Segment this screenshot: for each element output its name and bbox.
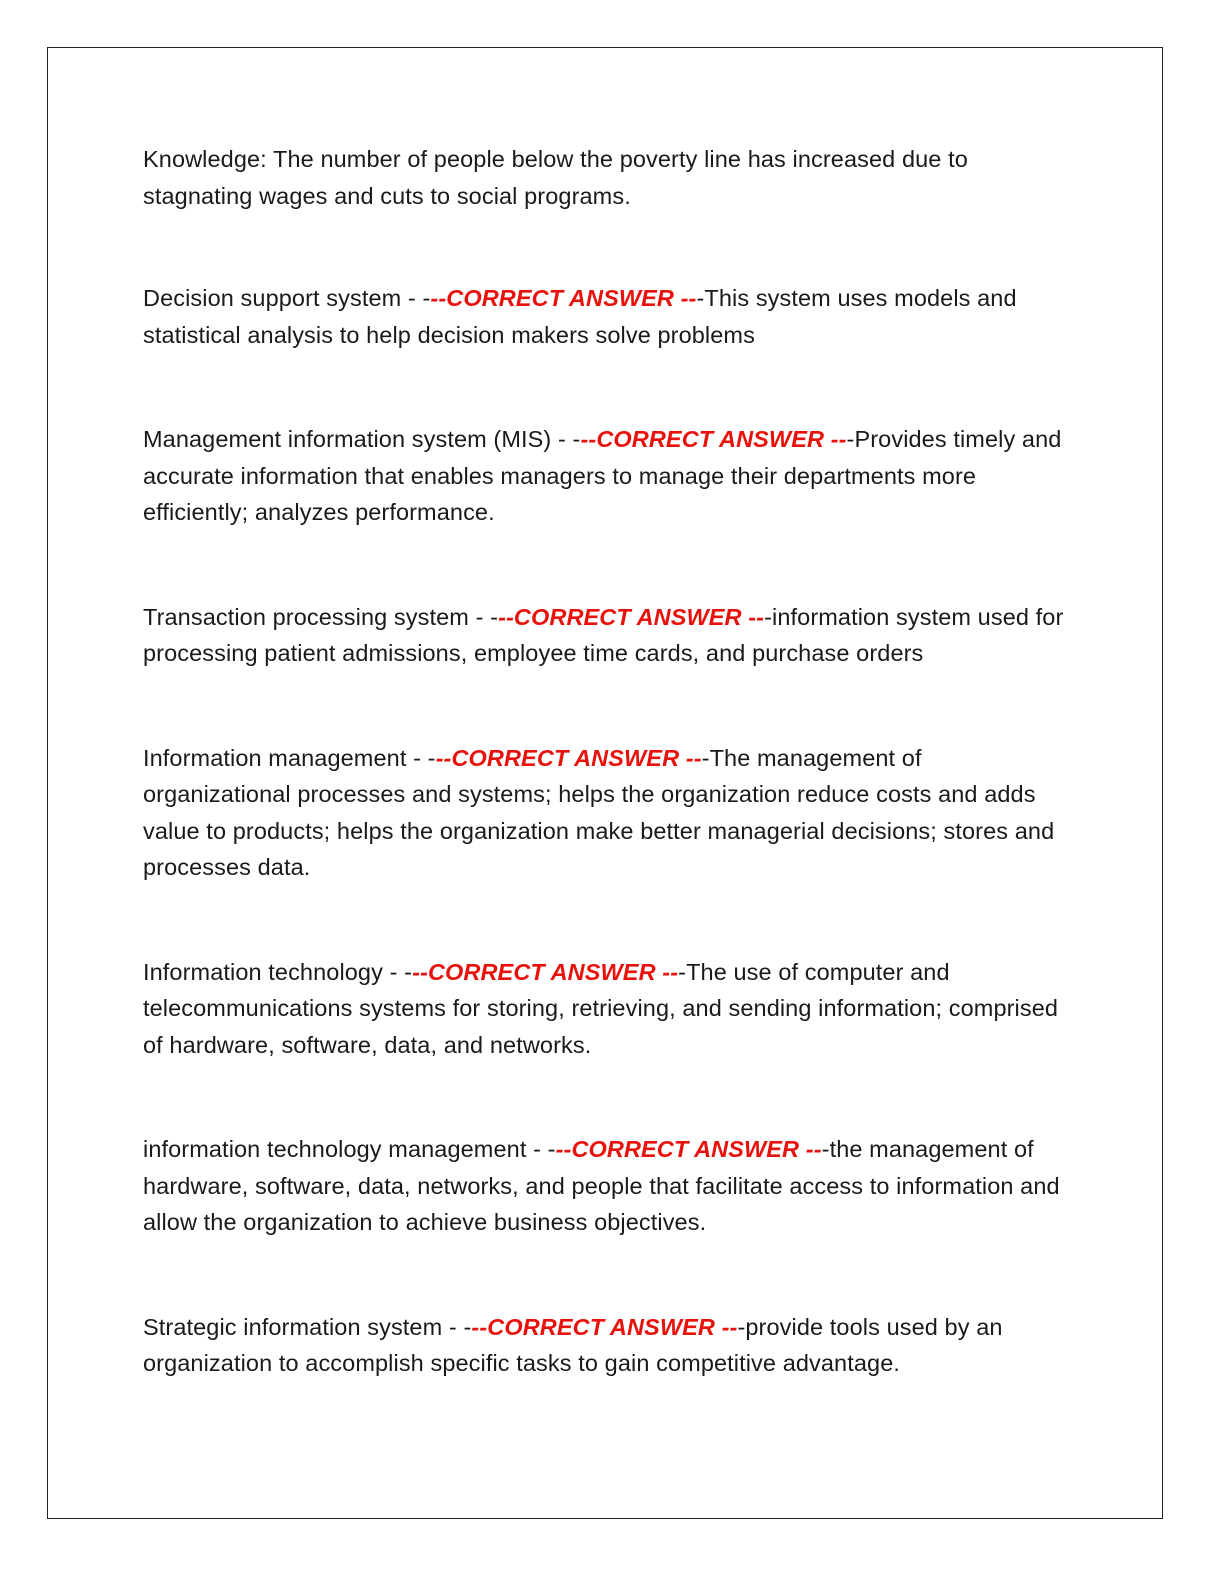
marker-open: -- [580, 426, 597, 452]
entry-separator: - - [551, 426, 581, 452]
intro-paragraph [143, 141, 1073, 214]
entry-definition: The use of computer and telecommunications systems for storing, retrieving, and sending information; comprised of hardware, software, data, and networks. [143, 958, 1059, 1058]
marker-close: -- [655, 958, 679, 985]
entry-decision-support-system [143, 280, 1073, 353]
entry-term: Decision support system [143, 285, 402, 311]
marker-label: CORRECT ANSWER [427, 958, 656, 985]
entry-information-technology [143, 954, 1073, 1064]
marker-open: -- [471, 1313, 488, 1340]
intro-text: Knowledge: The number of people below the poverty line has increased due to stagnating wages and cuts to social programs. [143, 146, 968, 209]
entry-definition: provide tools used by an organization to accomplish specific tasks to gain competitive advantage. [143, 1313, 1003, 1376]
entry-separator: - - [526, 1136, 556, 1162]
marker-open: -- [498, 603, 514, 630]
marker-label: CORRECT ANSWER [446, 285, 674, 311]
entry-separator: - - [401, 285, 431, 311]
marker-label: CORRECT ANSWER [451, 744, 680, 771]
entry-term: Strategic information system [143, 1313, 443, 1340]
entry-management-information-system [143, 421, 1073, 531]
entry-definition: The management of organizational processes and systems; helps the organization reduce costs and adds value to products; helps the organization make better managerial decisions; stores and processes data. [143, 744, 1055, 880]
marker-label: CORRECT ANSWER [571, 1136, 800, 1162]
entry-definition: Provides timely and accurate information that enables managers to manage their departments more efficiently; analyzes performance. [143, 426, 1062, 525]
entry-strategic-information-system [143, 1309, 1073, 1382]
entry-term: Management information system (MIS) [143, 426, 552, 452]
marker-close: -- [741, 603, 765, 630]
entry-trail-separator: - [701, 744, 710, 771]
marker-close: -- [714, 1313, 738, 1340]
correct-answer-marker [471, 1314, 737, 1340]
marker-label: CORRECT ANSWER [596, 426, 825, 452]
entry-term: information technology management [143, 1136, 527, 1162]
entry-trail-separator: - [737, 1313, 746, 1340]
marker-open: -- [412, 958, 428, 985]
correct-answer-marker [436, 745, 702, 771]
entry-trail-separator: - [696, 285, 705, 311]
entry-separator: - - [442, 1313, 472, 1340]
marker-open: -- [435, 744, 452, 771]
entry-term: Transaction processing system [143, 603, 469, 630]
correct-answer-marker [412, 959, 678, 985]
correct-answer-marker [556, 1136, 822, 1162]
entry-separator: - - [406, 744, 436, 771]
entry-information-management [143, 740, 1073, 886]
entry-term: Information technology [143, 958, 383, 985]
entry-trail-separator: - [846, 426, 855, 452]
entry-definition: the management of hardware, software, data, networks, and people that facilitate access to information and allow the organization to achieve business objectives. [143, 1136, 1060, 1235]
marker-close: -- [799, 1136, 822, 1162]
entry-trail-separator: - [678, 958, 687, 985]
entry-definition: information system used for processing patient admissions, employee time cards, and purchase orders [143, 603, 1064, 666]
correct-answer-marker [430, 285, 696, 311]
entry-transaction-processing-system [143, 599, 1073, 672]
entry-trail-separator: - [821, 1136, 830, 1162]
marker-close: -- [824, 426, 847, 452]
entry-term: Information management [143, 744, 407, 771]
marker-open: -- [555, 1136, 572, 1162]
marker-close: -- [679, 744, 702, 771]
entry-information-technology-management [143, 1131, 1073, 1241]
entry-definition: This system uses models and statistical analysis to help decision makers solve problems [143, 285, 1017, 348]
marker-open: -- [430, 285, 447, 311]
correct-answer-marker [498, 604, 764, 630]
marker-label: CORRECT ANSWER [513, 603, 742, 630]
entry-separator: - - [468, 603, 499, 630]
entry-separator: - - [382, 958, 413, 985]
correct-answer-marker [580, 426, 846, 452]
entry-trail-separator: - [764, 603, 773, 630]
marker-label: CORRECT ANSWER [487, 1313, 715, 1340]
document-body [143, 141, 1073, 1450]
marker-close: -- [673, 285, 697, 311]
